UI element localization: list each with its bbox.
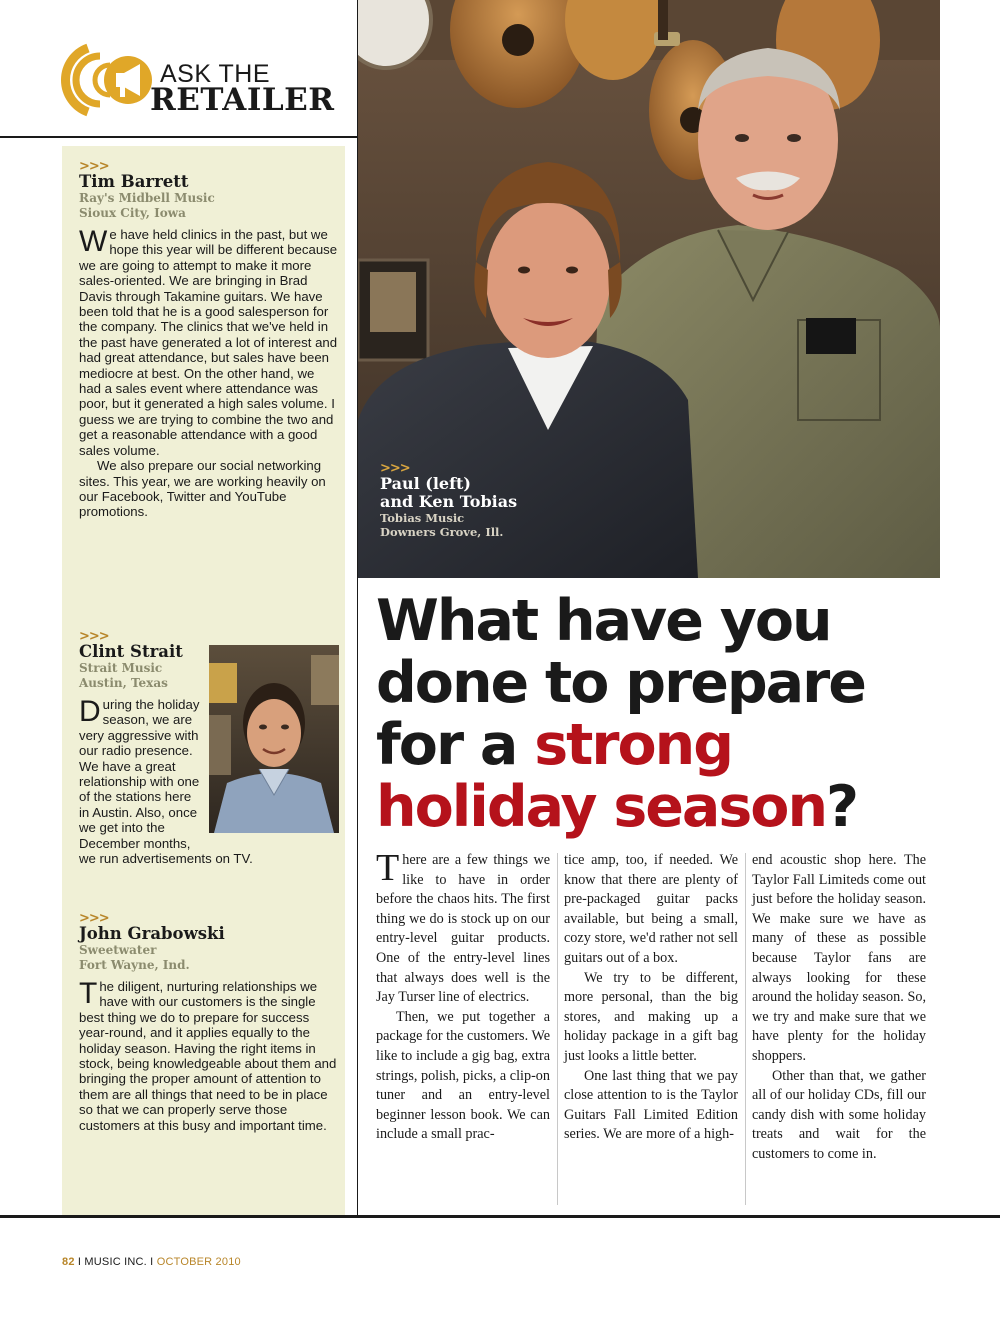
section-masthead xyxy=(0,0,358,140)
retailer-city: Fort Wayne, Ind. xyxy=(79,958,190,972)
body-paragraph: One last thing that we pay close attention to is the Taylor Guitars Fall Limited Edition series. We are more of a high- xyxy=(564,1067,738,1143)
drop-cap: W xyxy=(79,225,108,258)
retailer-answer xyxy=(79,227,339,520)
page-folio xyxy=(62,1256,241,1268)
caption-name-line: and Ken Tobias xyxy=(380,492,518,511)
answer-paragraph: he diligent, nurturing relationships we have with our customers is the single best thing we do to prepare for success year-round, and it applies equally to the holiday season. Having the right items in stock, being knowledgeable about them and bringing the proper amount of attention to them are all things that need to be in place so that we can properly serve those customers at this busy and important time. xyxy=(79,979,337,1133)
body-paragraph: end acoustic shop here. The Taylor Fall Limiteds come out just before the holiday season. We make sure we have as many of these as possible because Taylor fans are always looking for these around the holiday season. So, we try and make sure that we have plenty for the holiday shoppers. xyxy=(752,852,926,1064)
magazine-name: MUSIC INC. xyxy=(84,1256,147,1268)
column-divider xyxy=(745,853,746,1205)
article-column-3 xyxy=(752,851,926,1165)
headline-line: What have you xyxy=(376,588,831,654)
retailer-store: Sweetwater xyxy=(79,943,157,957)
drop-cap: T xyxy=(376,847,400,889)
megaphone-logo-icon xyxy=(58,40,158,120)
chevron-marker: >>> xyxy=(79,629,109,644)
clint-strait-photo xyxy=(209,645,339,833)
headline-line xyxy=(376,714,936,776)
retailer-john-grabowski xyxy=(79,912,339,1133)
issue-date: OCTOBER 2010 xyxy=(156,1256,241,1268)
chevron-marker: >>> xyxy=(79,911,109,926)
page-vertical-divider xyxy=(357,0,358,1218)
retailer-sidebar xyxy=(62,146,345,1216)
drop-cap: D xyxy=(79,695,101,728)
caption-store: Tobias Music xyxy=(380,511,465,525)
page-number: 82 xyxy=(62,1256,75,1268)
caption-city: Downers Grove, Ill. xyxy=(380,525,504,539)
body-paragraph: Other than that, we gather all of our holiday CDs, fill our candy dish with some holiday treats and wait for the customers to come in. xyxy=(752,1067,926,1162)
headline-highlight: strong xyxy=(534,712,733,778)
answer-paragraph: We also prepare our social networking sites. This year, we are working heavily on our Facebook, Twitter and YouTube promotions. xyxy=(79,458,326,520)
answer-paragraph: e have held clinics in the past, but we hope this year will be different because we are going to attempt to make it more sales-oriented. We are bringing in Brad Davis through Takamine guitars. We have been told that he is a good salesperson for the company. The clinics that we've held in the past have generated a lot of interest and had great attendance, but sales have been mediocre at best. On the other hand, we had a sales event where attendance was poor, but it generated a high sales volume. I guess we are trying to combine the two and get a reasonable attendance with a good sales volume. xyxy=(79,227,338,458)
article-headline xyxy=(376,590,936,838)
page-bottom-rule xyxy=(0,1215,1000,1218)
retailer-name: Tim Barrett xyxy=(79,172,189,191)
body-paragraph: tice amp, too, if needed. We know that there are plenty of pre-packaged guitar packs available, but being a small, cozy store, we'd rather not sell guitars out of a box. xyxy=(564,852,738,966)
masthead-divider xyxy=(0,136,358,138)
retailer-city: Sioux City, Iowa xyxy=(79,206,186,220)
retailer-answer xyxy=(79,979,339,1133)
section-title-line2: RETAILER xyxy=(150,82,335,118)
drop-cap: T xyxy=(79,977,98,1010)
answer-paragraph: uring the holiday season, we are very aggressive with our radio presence. We have a great relationship with one of the stations here in Austin. Also, once we get into the December months, we run advertisements on TV. xyxy=(79,697,253,867)
retailer-store: Ray's Midbell Music xyxy=(79,191,215,205)
headline-highlight: holiday season xyxy=(376,774,827,840)
article-column-2 xyxy=(564,851,738,1145)
column-divider xyxy=(557,853,558,1205)
caption-names xyxy=(380,475,517,511)
hero-caption xyxy=(380,462,517,539)
retailer-answer xyxy=(79,697,339,866)
retailer-tim-barrett xyxy=(79,160,339,520)
caption-name-line: Paul (left) xyxy=(380,474,471,493)
retailer-name: John Grabowski xyxy=(79,924,225,943)
retailer-clint-strait xyxy=(79,630,339,866)
hero-photo xyxy=(358,0,940,578)
chevron-marker: >>> xyxy=(380,461,410,476)
body-paragraph: here are a few things we like to have in order before the chaos hits. The first thing we do is stock up on our entry-level guitar products. One of the entry-level lines that always does well is the Jay Turser line of electrics. xyxy=(376,852,550,1006)
retailer-city: Austin, Texas xyxy=(79,676,168,690)
folio-separator: I xyxy=(146,1256,157,1268)
headline-question-mark: ? xyxy=(826,774,858,840)
section-title-line1: ASK THE xyxy=(160,60,271,88)
article-column-1 xyxy=(376,847,550,1145)
headline-text: for a xyxy=(376,712,535,778)
headline-line: done to prepare xyxy=(376,650,865,716)
chevron-marker: >>> xyxy=(79,159,109,174)
body-paragraph: Then, we put together a package for the customers. We like to include a gig bag, extra strings, polish, picks, a clip-on tuner and an entry-level beginner lesson book. We can include a small prac- xyxy=(376,1008,550,1143)
article-body xyxy=(376,847,936,1211)
folio-separator: I xyxy=(74,1256,85,1268)
headline-line xyxy=(376,776,936,838)
retailer-store: Strait Music xyxy=(79,661,163,675)
body-paragraph: We try to be different, more personal, than the big stores, and making up a holiday package in a gift bag just looks a little better. xyxy=(564,969,738,1064)
retailer-name: Clint Strait xyxy=(79,642,183,661)
